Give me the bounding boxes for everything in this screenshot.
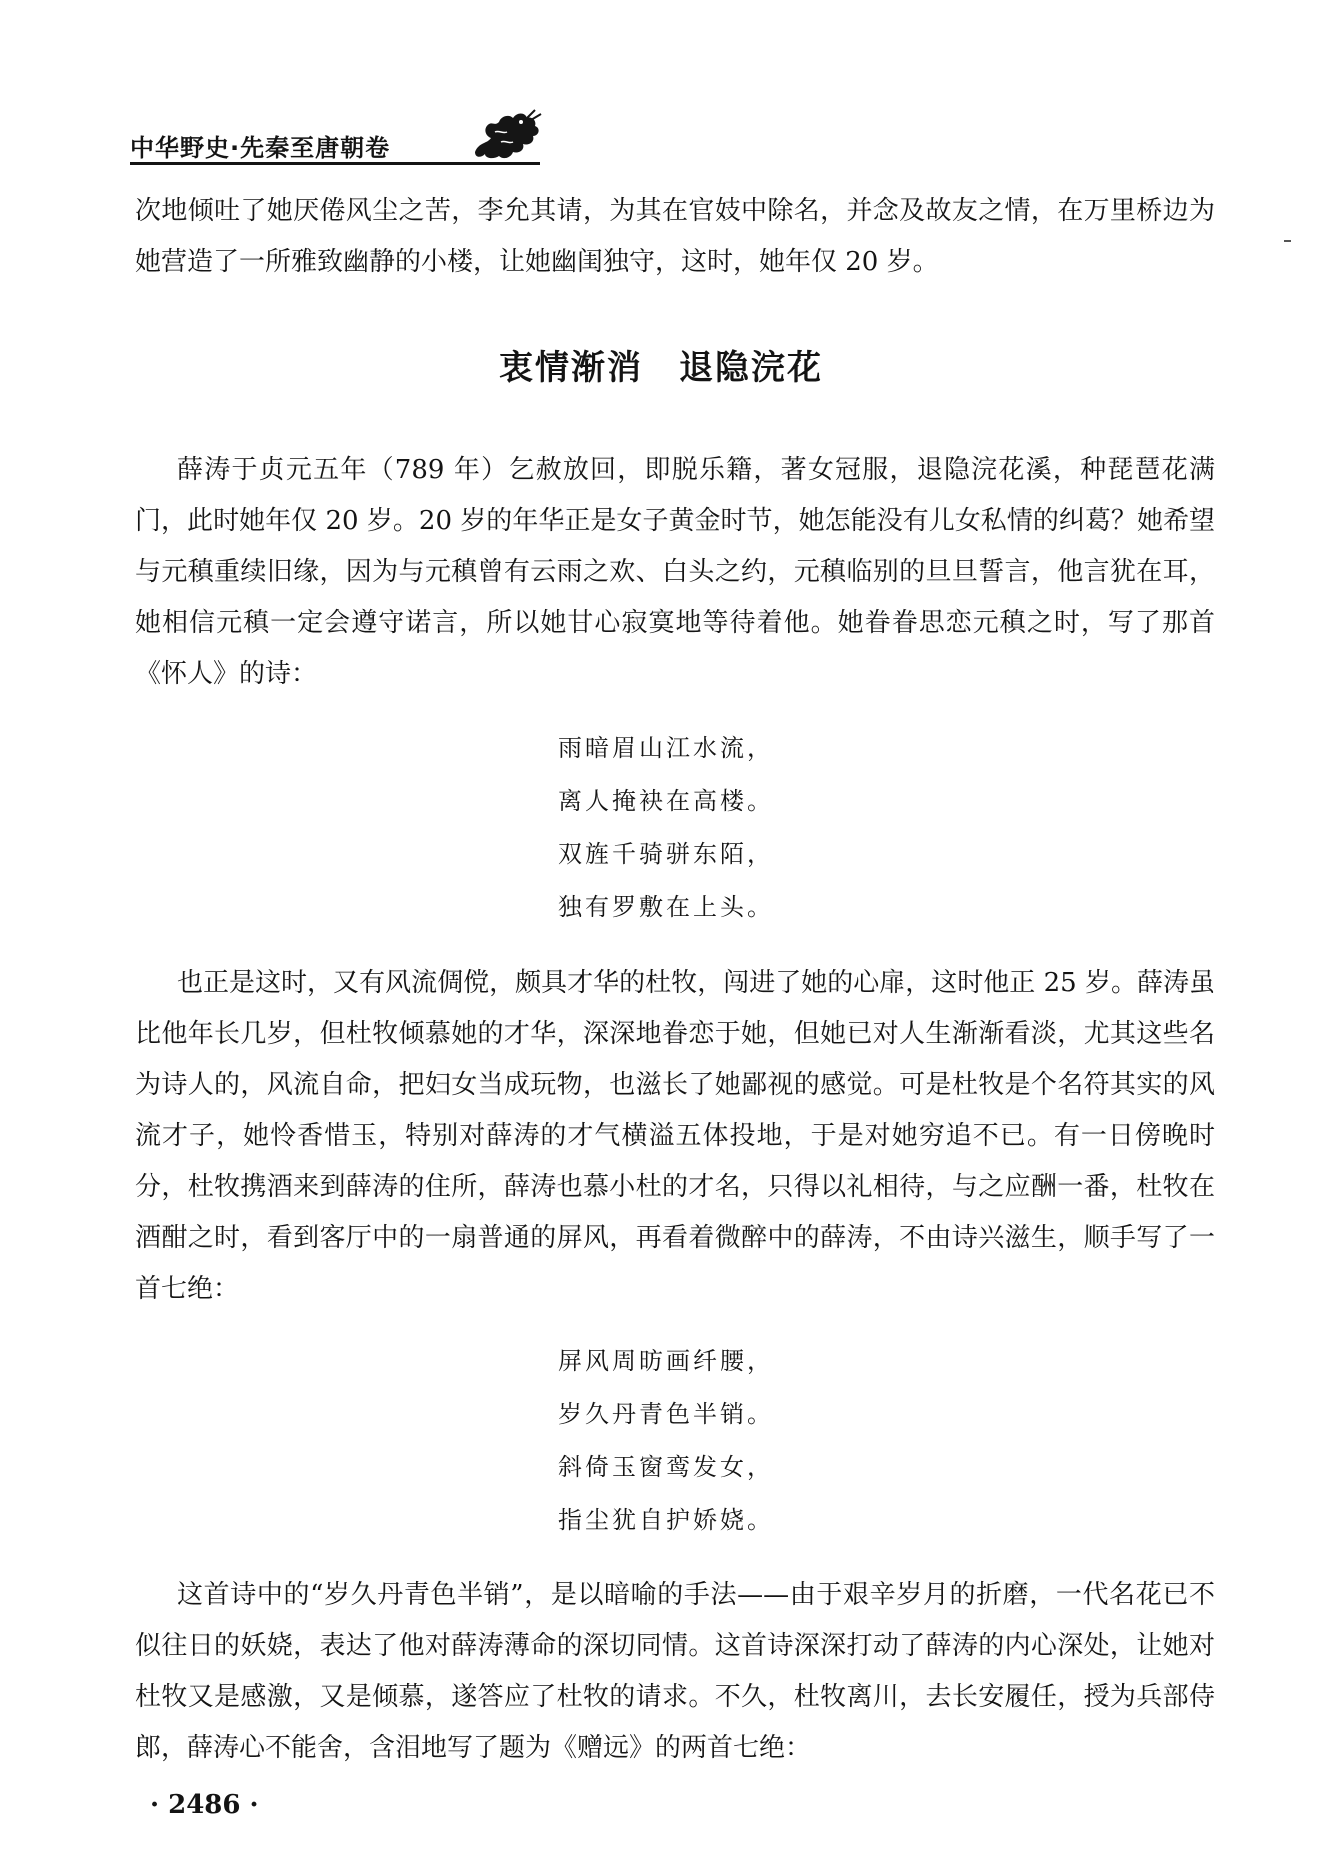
poem-line: 岁久丹青色半销。 — [558, 1400, 774, 1428]
poem-line: 斜倚玉窗鸾发女， — [558, 1453, 774, 1481]
page-number: · 2486 · — [150, 1790, 259, 1820]
dragon-icon — [465, 108, 545, 162]
paragraph-commentary: 这首诗中的“岁久丹青色半销”，是以暗喻的手法——由于艰辛岁月的折磨，一代名花已不似往日的妖娆，表达了他对薛涛薄命的深切同情。这首诗深深打动了薛涛的内心深处，让她对杜牧又是感激，又是倾慕，遂答应了杜牧的请求。不久，杜牧离川，去长安履任，授为兵部侍郎，薛涛心不能舍，含泪地写了题为《赠远》的两首七绝： — [135, 1580, 1215, 1763]
paragraph-continued: 次地倾吐了她厌倦风尘之苦，李允其请，为其在官妓中除名，并念及故友之情，在万里桥边为她营造了一所雅致幽静的小楼，让她幽闺独守，这时，她年仅 20 岁。 — [135, 196, 1215, 277]
header-rule — [130, 162, 540, 165]
poem-line: 双旌千骑骈东陌， — [558, 840, 774, 868]
poem-line: 屏风周昉画纤腰， — [558, 1347, 774, 1375]
header-title: 中华野史·先秦至唐朝卷 — [130, 134, 391, 162]
poem-line: 雨暗眉山江水流， — [558, 734, 774, 762]
paragraph-retreat: 薛涛于贞元五年（789 年）乞赦放回，即脱乐籍，著女冠服，退隐浣花溪，种琵琶花满门，此时她年仅 20 岁。20 岁的年华正是女子黄金时节，她怎能没有儿女私情的纠葛？她希望与元稹重续旧缘，因为与元稹曾有云雨之欢、白头之约，元稹临别的旦旦誓言，他言犹在耳，她相信元稹一定会遵守诺言，所以她甘心寂寞地等待着他。她眷眷思恋元稹之时，写了那首《怀人》的诗： — [135, 455, 1215, 689]
section-title: 衷情渐消 退隐浣花 — [499, 348, 823, 388]
poem-line: 离人掩袂在高楼。 — [558, 787, 774, 815]
poem-line: 指尘犹自护娇娆。 — [558, 1506, 774, 1534]
poem-line: 独有罗敷在上头。 — [558, 893, 774, 921]
scan-speck — [1284, 240, 1291, 242]
paragraph-dumu: 也正是这时，又有风流倜傥，颇具才华的杜牧，闯进了她的心扉，这时他正 25 岁。薛涛虽比他年长几岁，但杜牧倾慕她的才华，深深地眷恋于她，但她已对人生渐渐看淡，尤其这些名为诗人的，风流自命，把妇女当成玩物，也滋长了她鄙视的感觉。可是杜牧是个名符其实的风流才子，她怜香惜玉，特别对薛涛的才气横溢五体投地，于是对她穷追不已。有一日傍晚时分，杜牧携酒来到薛涛的住所，薛涛也慕小杜的才名，只得以礼相待，与之应酬一番，杜牧在酒酣之时，看到客厅中的一扇普通的屏风，再看着微醉中的薛涛，不由诗兴滋生，顺手写了一首七绝： — [135, 968, 1215, 1304]
poem-huairen — [558, 722, 774, 934]
poem-screen — [558, 1335, 774, 1547]
